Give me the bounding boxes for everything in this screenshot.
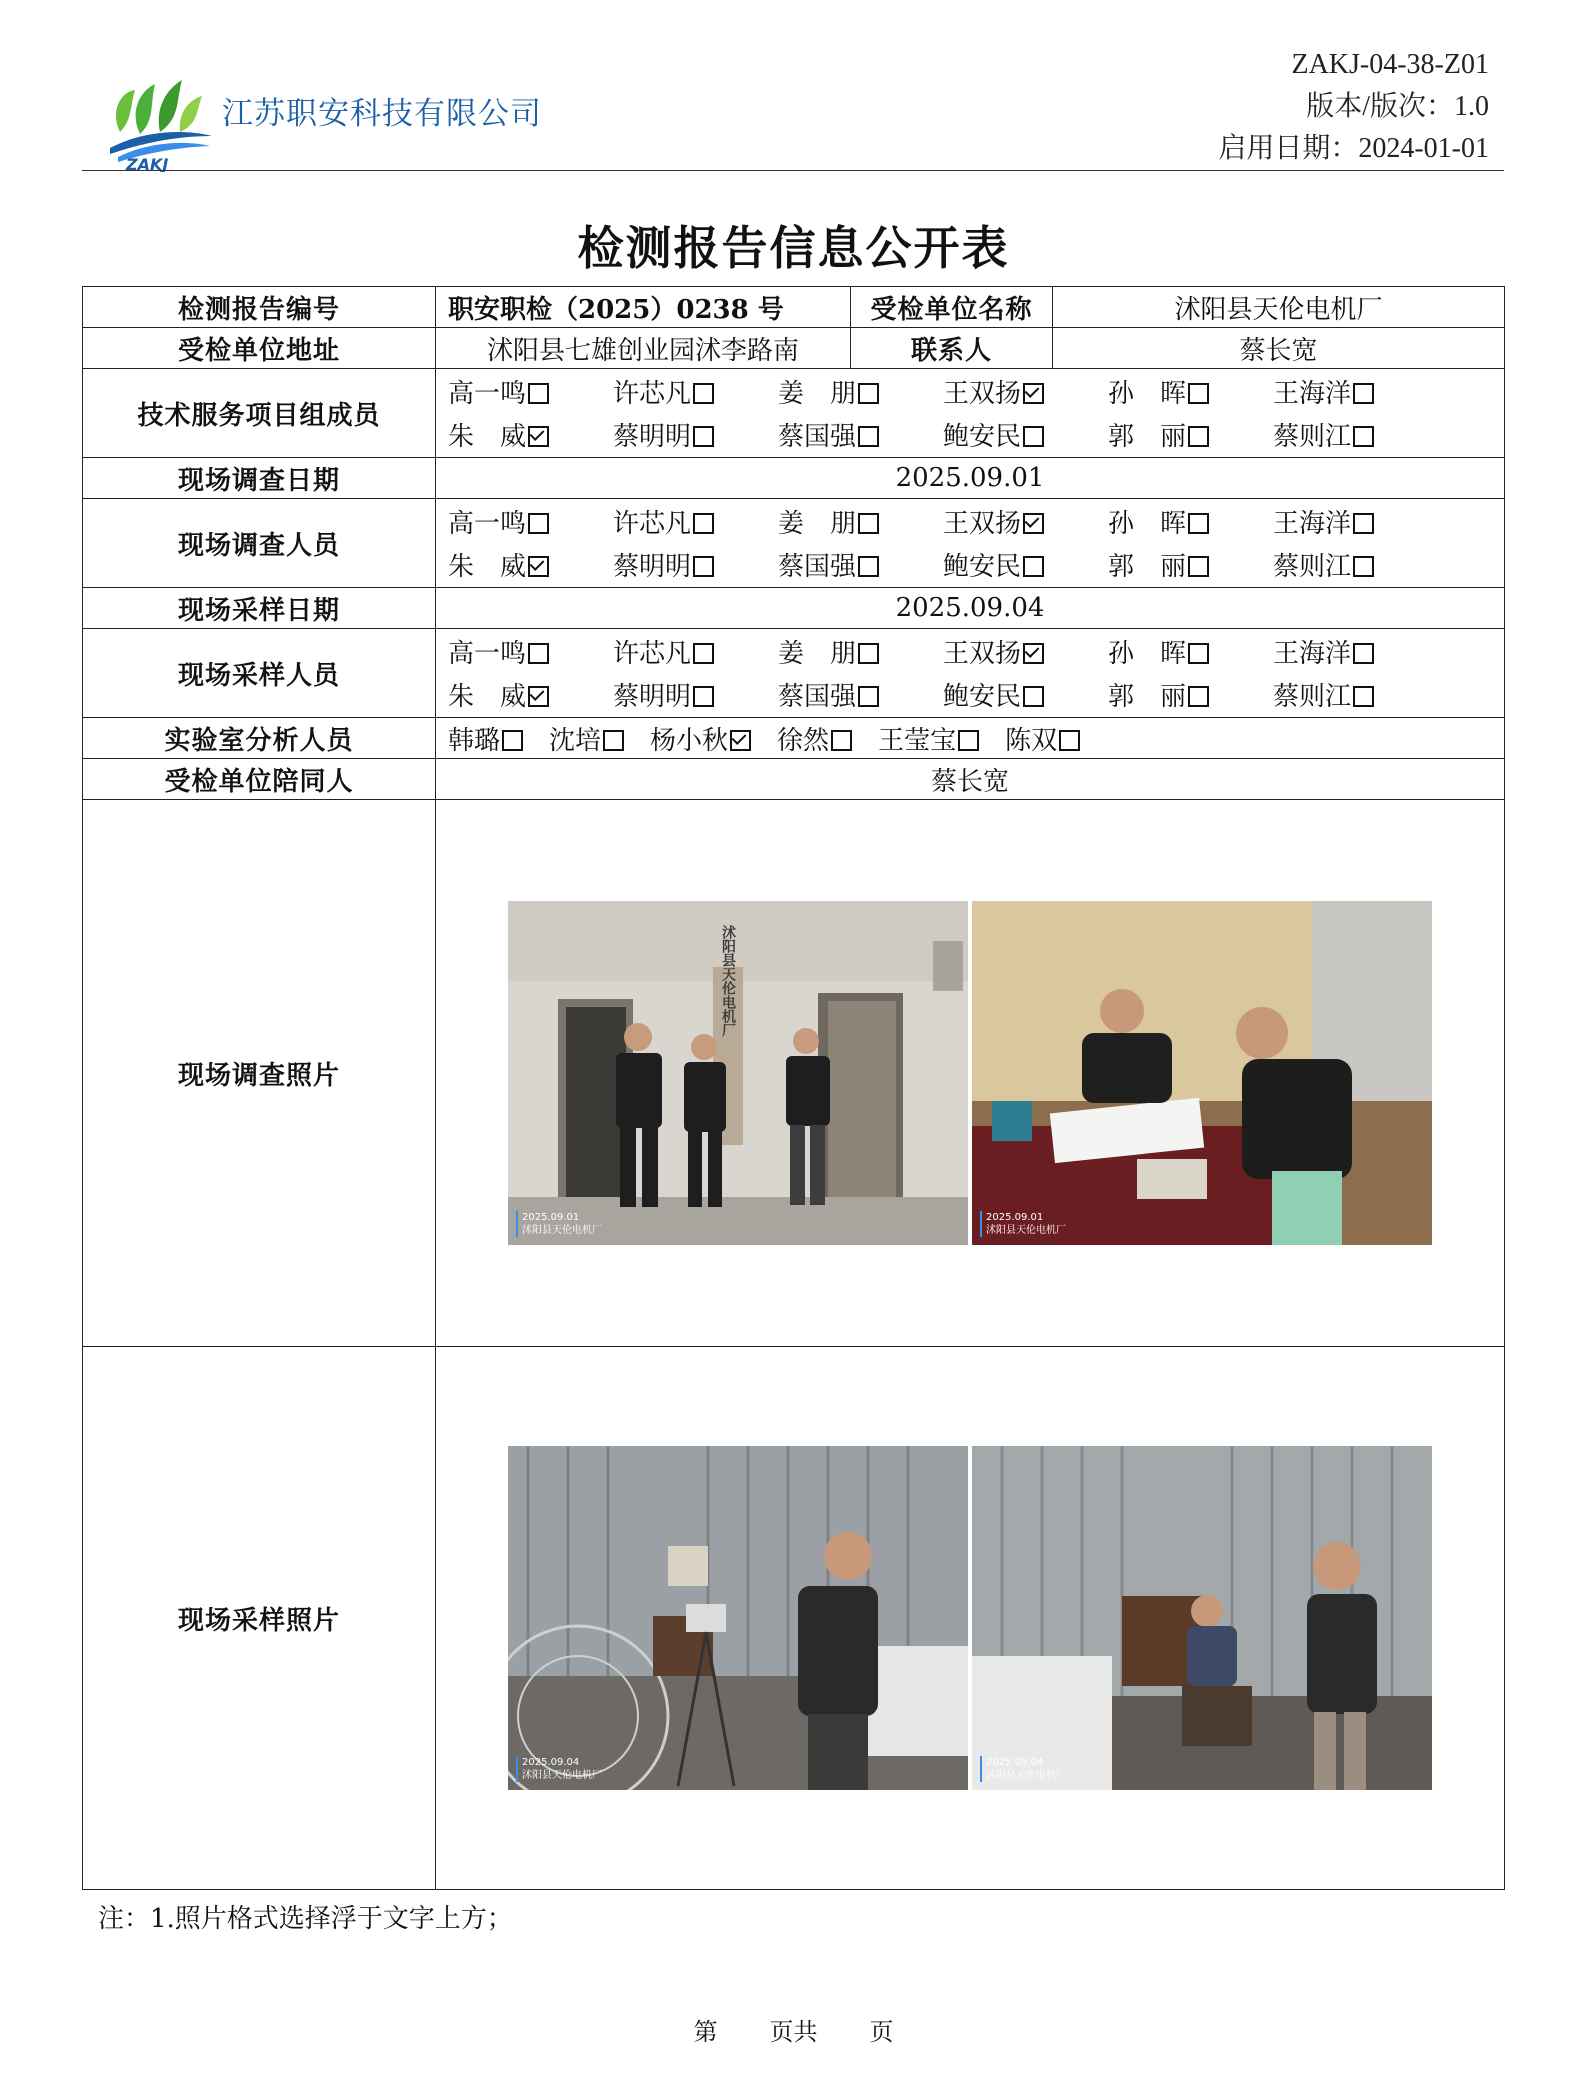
tech-members-label: 技术服务项目组成员 <box>83 369 436 458</box>
person-option <box>778 546 943 583</box>
person-option <box>613 416 778 453</box>
unchecked-box-icon[interactable] <box>502 730 523 751</box>
report-no-value: 职安职检（2025）0238 号 <box>436 287 851 328</box>
person-name: 姜 朋 <box>778 639 857 669</box>
person-option <box>943 373 1108 410</box>
sampling-date-label: 现场采样日期 <box>83 588 436 629</box>
page-title: 检测报告信息公开表 <box>577 221 1010 275</box>
unchecked-box-icon[interactable] <box>1059 730 1080 751</box>
person-name: 蔡明明 <box>613 552 692 582</box>
contact-value: 蔡长宽 <box>1053 328 1505 369</box>
doc-version: 版本/版次：1.0 <box>1306 91 1489 122</box>
person-name: 姜 朋 <box>778 509 857 539</box>
page-number: 第 页共 页 <box>693 2018 894 2046</box>
person-name: 朱 威 <box>448 422 527 452</box>
unchecked-box-icon[interactable] <box>693 556 714 577</box>
unchecked-box-icon[interactable] <box>1353 383 1374 404</box>
person-name: 朱 威 <box>448 552 527 582</box>
unchecked-box-icon[interactable] <box>1188 513 1209 534</box>
unchecked-box-icon[interactable] <box>693 643 714 664</box>
person-name: 孙 晖 <box>1108 509 1187 539</box>
row-address <box>83 328 1505 369</box>
person-name: 韩璐 <box>448 725 501 756</box>
person-option <box>1108 373 1273 410</box>
person-name: 王海洋 <box>1273 639 1352 669</box>
person-option <box>549 720 624 757</box>
sampling-photo-1-stamp: 2025.09.04 沭阳县天伦电机厂 <box>516 1756 602 1782</box>
unchecked-box-icon[interactable] <box>958 730 979 751</box>
person-option <box>1108 546 1273 583</box>
info-table <box>82 286 1505 1890</box>
sampling-photo-1-image <box>508 1446 968 1790</box>
person-name: 蔡明明 <box>613 422 692 452</box>
survey-photo-1-stamp: 2025.09.01 沭阳县天伦电机厂 <box>516 1211 602 1237</box>
escort-value: 蔡长宽 <box>436 759 1505 800</box>
escort-label: 受检单位陪同人 <box>83 759 436 800</box>
person-name: 郭 丽 <box>1108 422 1187 452</box>
person-option <box>448 373 613 410</box>
person-name: 许芯凡 <box>613 509 692 539</box>
unchecked-box-icon[interactable] <box>1188 686 1209 707</box>
sampling-staff-cell <box>436 629 1505 718</box>
row-escort <box>83 759 1505 800</box>
tech-members-cell <box>436 369 1505 458</box>
person-name: 蔡国强 <box>778 682 857 712</box>
row-report-no <box>83 287 1505 328</box>
row-survey-date <box>83 458 1505 499</box>
person-name: 郭 丽 <box>1108 552 1187 582</box>
unchecked-box-icon[interactable] <box>1353 643 1374 664</box>
person-name: 朱 威 <box>448 682 527 712</box>
person-name: 鲍安民 <box>943 552 1022 582</box>
company-logo <box>100 62 220 172</box>
row-lab-staff <box>83 718 1505 759</box>
person-option <box>1273 373 1438 410</box>
person-name: 鲍安民 <box>943 422 1022 452</box>
person-option <box>1273 633 1438 670</box>
person-option <box>943 633 1108 670</box>
person-name: 蔡国强 <box>778 422 857 452</box>
row-survey-staff <box>83 499 1505 588</box>
survey-photo-2 <box>972 901 1432 1245</box>
unchecked-box-icon[interactable] <box>1023 686 1044 707</box>
checked-box-icon[interactable] <box>1023 513 1044 534</box>
checked-box-icon[interactable] <box>528 686 549 707</box>
person-option <box>448 503 613 540</box>
person-name: 王双扬 <box>943 379 1022 409</box>
survey-date-value: 2025.09.01 <box>436 458 1505 499</box>
address-value: 沭阳县七雄创业园沭李路南 <box>436 328 851 369</box>
person-name: 蔡则江 <box>1273 422 1352 452</box>
lab-staff-cell <box>436 718 1505 759</box>
person-option <box>778 633 943 670</box>
sampling-photos-label: 现场采样照片 <box>83 1347 436 1890</box>
unchecked-box-icon[interactable] <box>858 643 879 664</box>
header-divider <box>82 170 1504 171</box>
person-option <box>878 720 979 757</box>
person-option <box>613 633 778 670</box>
survey-staff-cell <box>436 499 1505 588</box>
sampling-photo-2-stamp: 2025.09.04 沭阳县天伦电机厂 <box>980 1756 1066 1782</box>
person-name: 姜 朋 <box>778 379 857 409</box>
person-name: 蔡则江 <box>1273 552 1352 582</box>
survey-photo-1-sign: 沭阳县天伦电机厂 <box>720 925 736 1037</box>
person-name: 王双扬 <box>943 639 1022 669</box>
person-option <box>1273 676 1438 713</box>
unchecked-box-icon[interactable] <box>1023 556 1044 577</box>
person-option <box>778 503 943 540</box>
person-option <box>1273 546 1438 583</box>
person-option <box>613 373 778 410</box>
doc-meta <box>1218 44 1489 170</box>
person-name: 沈培 <box>549 725 602 756</box>
unchecked-box-icon[interactable] <box>1353 686 1374 707</box>
row-sampling-date <box>83 588 1505 629</box>
checked-box-icon[interactable] <box>528 556 549 577</box>
person-option <box>448 720 523 757</box>
person-option <box>613 676 778 713</box>
person-name: 许芯凡 <box>613 639 692 669</box>
unchecked-box-icon[interactable] <box>528 383 549 404</box>
logo-text: ZAKJ <box>126 155 169 172</box>
person-option <box>448 416 613 453</box>
person-option <box>448 633 613 670</box>
person-name: 王双扬 <box>943 509 1022 539</box>
unchecked-box-icon[interactable] <box>1353 426 1374 447</box>
person-option <box>777 720 852 757</box>
person-option <box>448 676 613 713</box>
person-option <box>650 720 751 757</box>
footnote: 注：1.照片格式选择浮于文字上方； <box>98 1904 513 1934</box>
person-name: 鲍安民 <box>943 682 1022 712</box>
unchecked-box-icon[interactable] <box>693 686 714 707</box>
person-name: 高一鸣 <box>448 379 527 409</box>
unchecked-box-icon[interactable] <box>693 426 714 447</box>
person-option <box>613 503 778 540</box>
contact-label: 联系人 <box>851 328 1053 369</box>
unchecked-box-icon[interactable] <box>1023 426 1044 447</box>
survey-photo-1 <box>508 901 968 1245</box>
person-option <box>1005 720 1080 757</box>
person-name: 杨小秋 <box>650 725 729 756</box>
unchecked-box-icon[interactable] <box>1188 643 1209 664</box>
checked-box-icon[interactable] <box>1023 383 1044 404</box>
person-name: 王海洋 <box>1273 509 1352 539</box>
row-sampling-photos <box>83 1347 1505 1890</box>
survey-photo-1-image <box>508 901 968 1245</box>
person-option <box>448 546 613 583</box>
person-name: 王海洋 <box>1273 379 1352 409</box>
person-name: 陈双 <box>1005 725 1058 756</box>
unchecked-box-icon[interactable] <box>858 426 879 447</box>
person-option <box>1273 503 1438 540</box>
survey-staff-label: 现场调查人员 <box>83 499 436 588</box>
person-option <box>943 676 1108 713</box>
unchecked-box-icon[interactable] <box>693 383 714 404</box>
person-option <box>943 503 1108 540</box>
company-name: 江苏职安科技有限公司 <box>222 96 542 132</box>
sampling-staff-label: 现场采样人员 <box>83 629 436 718</box>
unchecked-box-icon[interactable] <box>858 686 879 707</box>
person-name: 孙 晖 <box>1108 379 1187 409</box>
person-option <box>778 416 943 453</box>
address-label: 受检单位地址 <box>83 328 436 369</box>
person-option <box>613 546 778 583</box>
person-option <box>778 676 943 713</box>
checked-box-icon[interactable] <box>528 426 549 447</box>
unchecked-box-icon[interactable] <box>693 513 714 534</box>
unchecked-box-icon[interactable] <box>1353 513 1374 534</box>
person-name: 蔡则江 <box>1273 682 1352 712</box>
unit-name-value: 沭阳县天伦电机厂 <box>1053 287 1505 328</box>
unchecked-box-icon[interactable] <box>528 643 549 664</box>
survey-date-label: 现场调查日期 <box>83 458 436 499</box>
row-sampling-staff <box>83 629 1505 718</box>
person-option <box>1108 633 1273 670</box>
person-option <box>778 373 943 410</box>
person-name: 许芯凡 <box>613 379 692 409</box>
row-survey-photos <box>83 800 1505 1347</box>
person-option <box>1108 416 1273 453</box>
survey-photos-label: 现场调查照片 <box>83 800 436 1347</box>
survey-photos-cell <box>436 800 1505 1347</box>
survey-photo-2-stamp: 2025.09.01 沭阳县天伦电机厂 <box>980 1211 1066 1237</box>
person-name: 蔡国强 <box>778 552 857 582</box>
sampling-photo-2 <box>972 1446 1432 1790</box>
unchecked-box-icon[interactable] <box>858 383 879 404</box>
unchecked-box-icon[interactable] <box>1188 556 1209 577</box>
person-name: 孙 晖 <box>1108 639 1187 669</box>
checked-box-icon[interactable] <box>730 730 751 751</box>
doc-code: ZAKJ-04-38-Z01 <box>1291 49 1489 80</box>
unchecked-box-icon[interactable] <box>831 730 852 751</box>
checked-box-icon[interactable] <box>1023 643 1044 664</box>
person-name: 高一鸣 <box>448 639 527 669</box>
person-name: 蔡明明 <box>613 682 692 712</box>
person-option <box>943 416 1108 453</box>
person-option <box>1108 503 1273 540</box>
person-name: 郭 丽 <box>1108 682 1187 712</box>
person-name: 高一鸣 <box>448 509 527 539</box>
unchecked-box-icon[interactable] <box>1188 383 1209 404</box>
row-tech-members <box>83 369 1505 458</box>
sampling-photo-2-image <box>972 1446 1432 1790</box>
survey-photo-2-image <box>972 901 1432 1245</box>
sampling-photo-1 <box>508 1446 968 1790</box>
sampling-date-value: 2025.09.04 <box>436 588 1505 629</box>
person-option <box>1108 676 1273 713</box>
unchecked-box-icon[interactable] <box>528 513 549 534</box>
report-no-label: 检测报告编号 <box>83 287 436 328</box>
person-option <box>1273 416 1438 453</box>
sampling-photos-cell <box>436 1347 1505 1890</box>
person-option <box>943 546 1108 583</box>
unchecked-box-icon[interactable] <box>858 513 879 534</box>
unchecked-box-icon[interactable] <box>1188 426 1209 447</box>
person-name: 王莹宝 <box>878 725 957 756</box>
lab-staff-label: 实验室分析人员 <box>83 718 436 759</box>
unchecked-box-icon[interactable] <box>603 730 624 751</box>
unchecked-box-icon[interactable] <box>858 556 879 577</box>
person-name: 徐然 <box>777 725 830 756</box>
doc-effective-date: 启用日期：2024-01-01 <box>1218 133 1489 164</box>
unchecked-box-icon[interactable] <box>1353 556 1374 577</box>
unit-name-label: 受检单位名称 <box>851 287 1053 328</box>
